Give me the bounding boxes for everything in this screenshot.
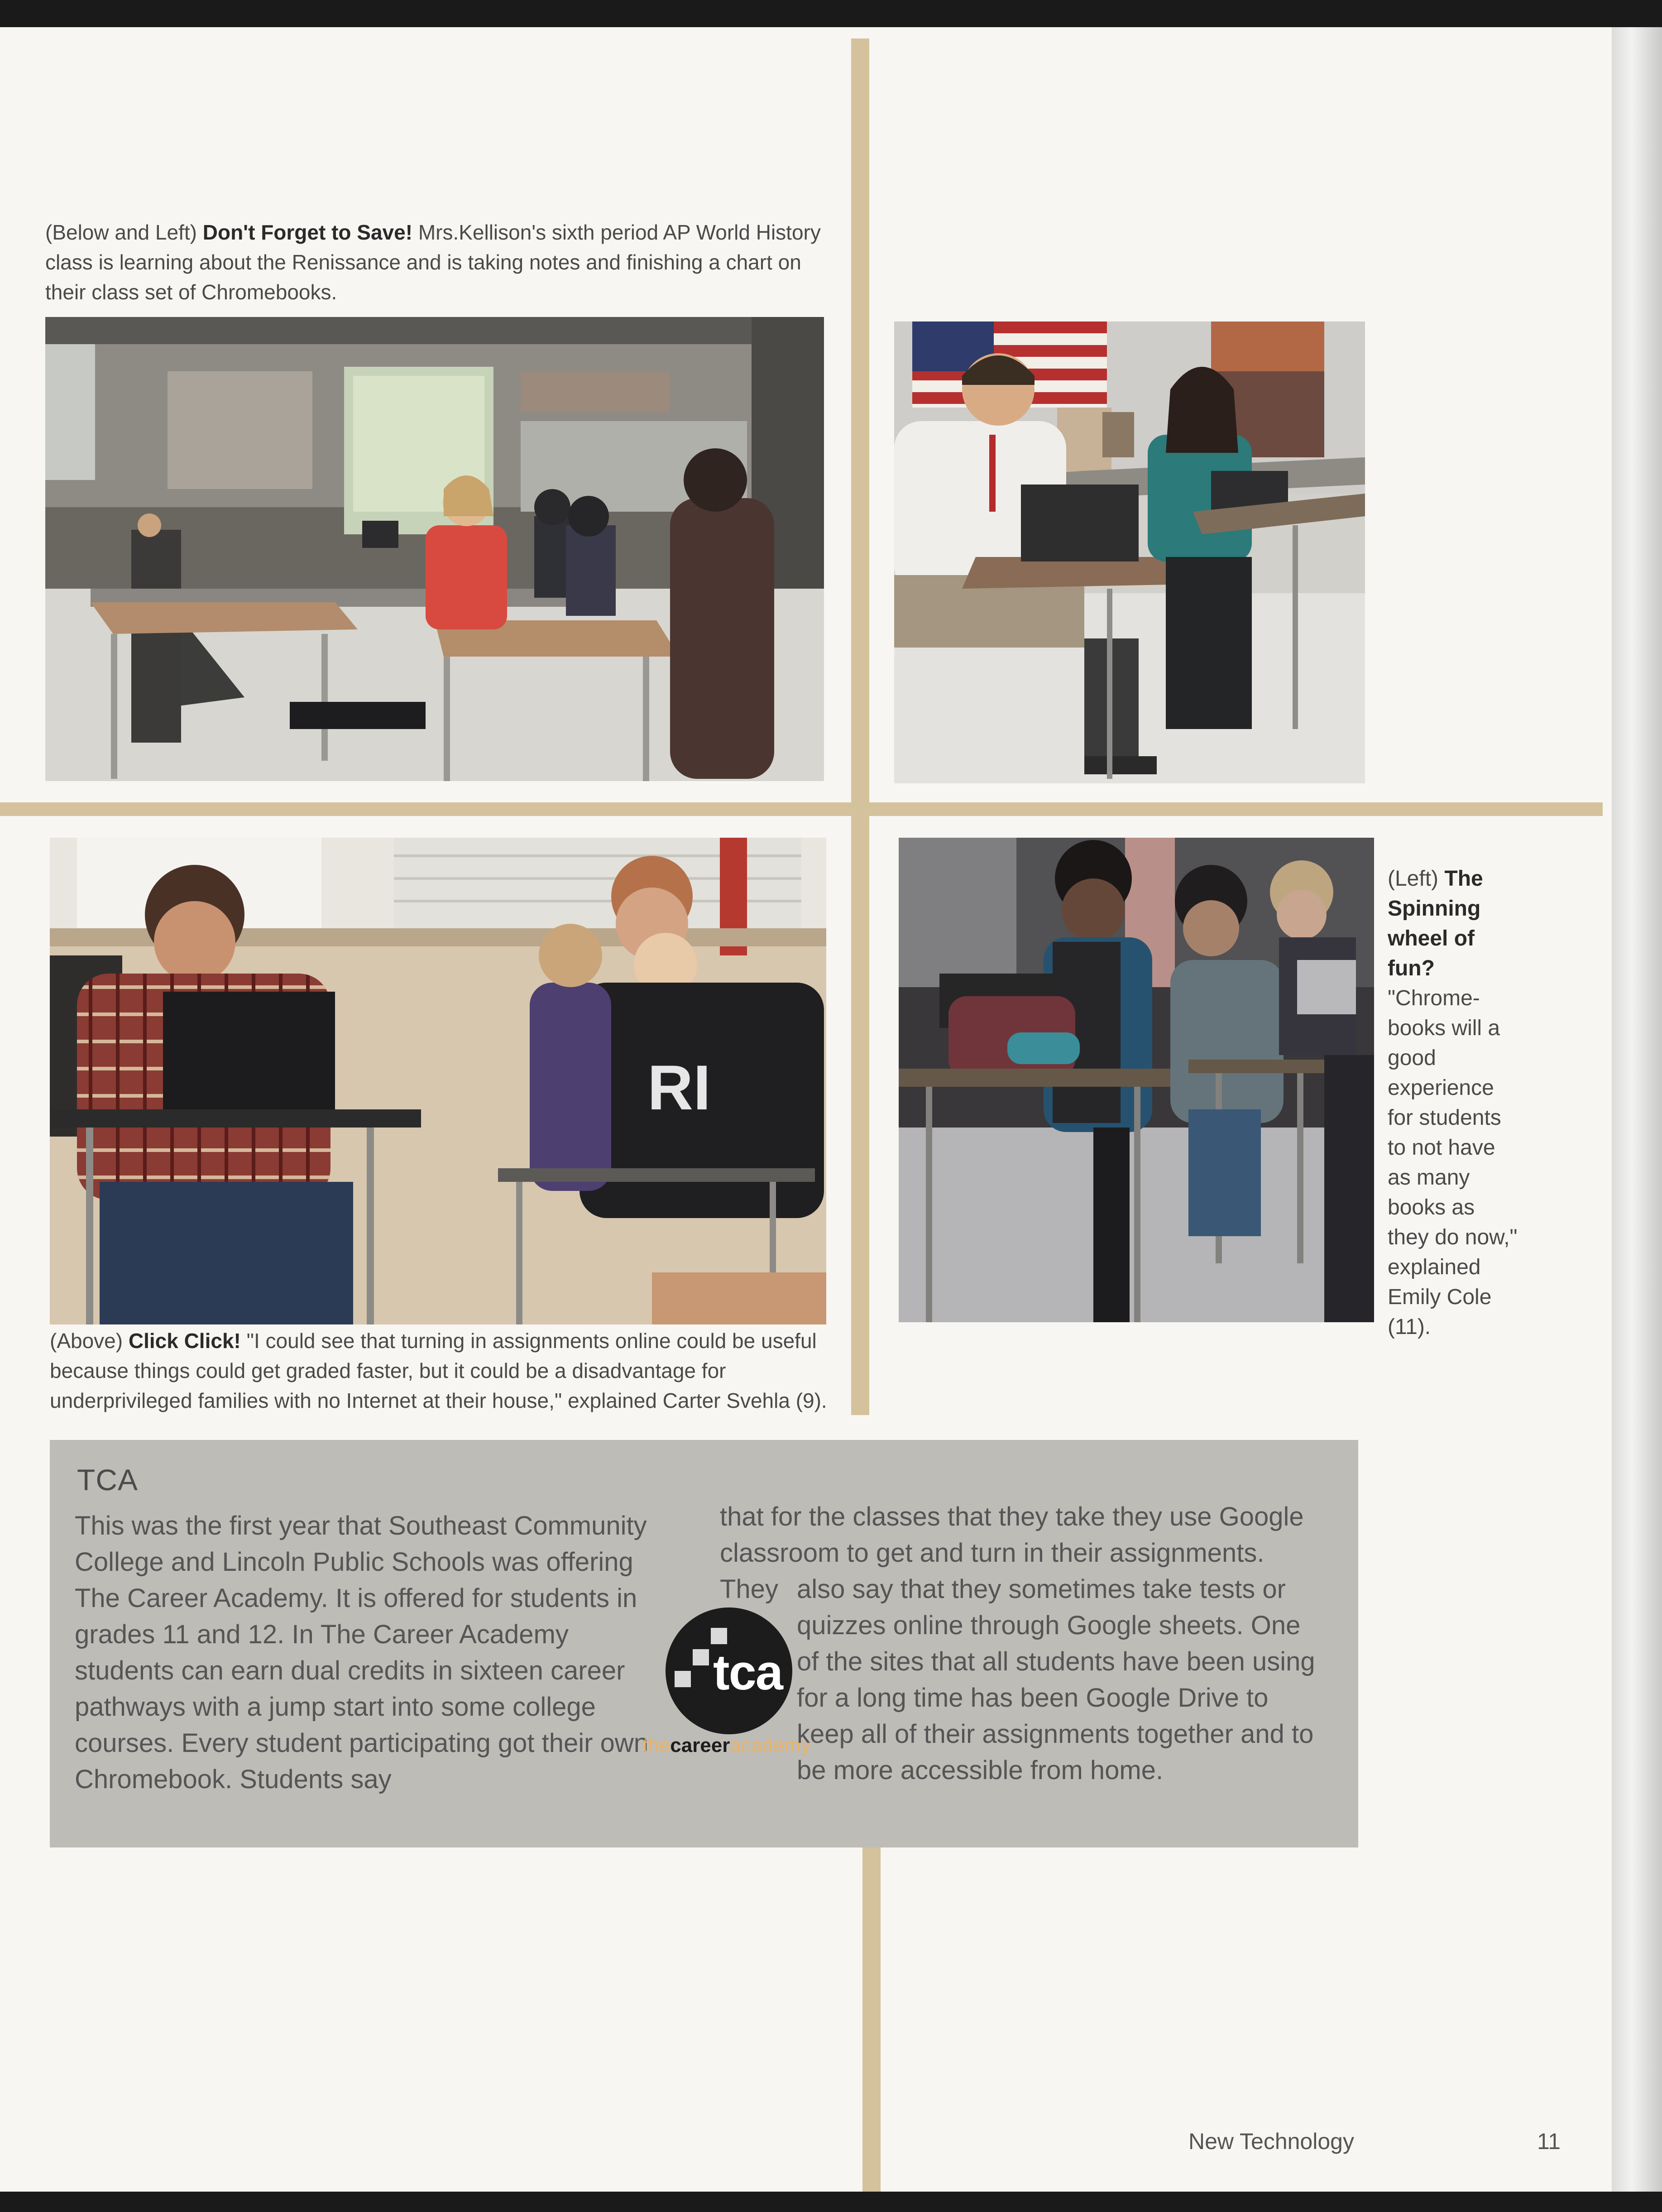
tca-sidebar <box>50 1440 1358 1847</box>
caption-lead: (Above) <box>50 1329 123 1353</box>
caption-body: "Chrome-books will a good experience for students to not have as many books as they do now," explained Emily Cole (11). <box>1388 986 1518 1339</box>
svg-text:RI: RI <box>647 1052 711 1123</box>
footer-section-title: New Technology <box>1188 2129 1354 2154</box>
caption-right <box>1388 864 1519 1342</box>
tca-title: TCA <box>77 1463 138 1497</box>
tca-logo-text: tca <box>713 1645 782 1700</box>
tca-logo-sub-career: career <box>670 1734 730 1756</box>
horizontal-rule <box>0 802 1603 816</box>
tca-column-right-bottom: also say that they sometimes take tests or quizzes online through Google sheets. One of the sites that all students have been using for a long time has been Google Drive to keep all of their assignments together and to be more accessible from home. <box>797 1574 1315 1785</box>
caption-heading: Don't Forget to Save! <box>202 221 413 244</box>
page-edge <box>1612 27 1662 2192</box>
caption-lead: (Below and Left) <box>45 221 197 244</box>
vertical-rule-bottom <box>862 1847 881 2192</box>
caption-lead: (Left) <box>1388 867 1439 891</box>
yearbook-page <box>0 27 1612 2192</box>
caption-body: "I could see that turning in assignments online could be useful because things could get graded faster, but it could be a disadvantage for underprivileged families with no Internet at their house," explained Carter Svehla (9). <box>50 1329 827 1412</box>
photo-students-laptops-front <box>50 838 826 1324</box>
tca-column-right-top: that for the classes that they take they use Google classroom to get and turn in their assignments. They <box>720 1502 1304 1604</box>
caption-heading: The Spinning wheel of fun? <box>1388 867 1483 980</box>
caption-body: Mrs.Kellison's sixth period AP World History class is learning about the Renissance and is taking notes and finishing a chart on their class set of Chromebooks. <box>45 221 821 304</box>
tca-logo-sub-the: the <box>642 1734 671 1756</box>
page-number: 11 <box>1537 2129 1561 2154</box>
tca-logo-sub-academy: academy <box>730 1734 811 1756</box>
vertical-rule-top <box>851 38 869 1415</box>
photo-two-students-flag <box>894 321 1365 783</box>
photo-classroom-wide <box>45 317 824 781</box>
photo-students-group-right <box>899 838 1374 1322</box>
caption-heading: Click Click! <box>128 1329 241 1353</box>
caption-top-left <box>45 217 847 307</box>
caption-mid-left <box>50 1326 856 1415</box>
tca-column-left: This was the first year that Southeast Community College and Lincoln Public Schools was offering The Career Academy. It is offered for students in grades 11 and 12. In The Career Academy students can earn dual credits in sixteen career pathways with a jump start into some college courses. Every student participating got their own Chromebook. Students say <box>75 1511 648 1794</box>
